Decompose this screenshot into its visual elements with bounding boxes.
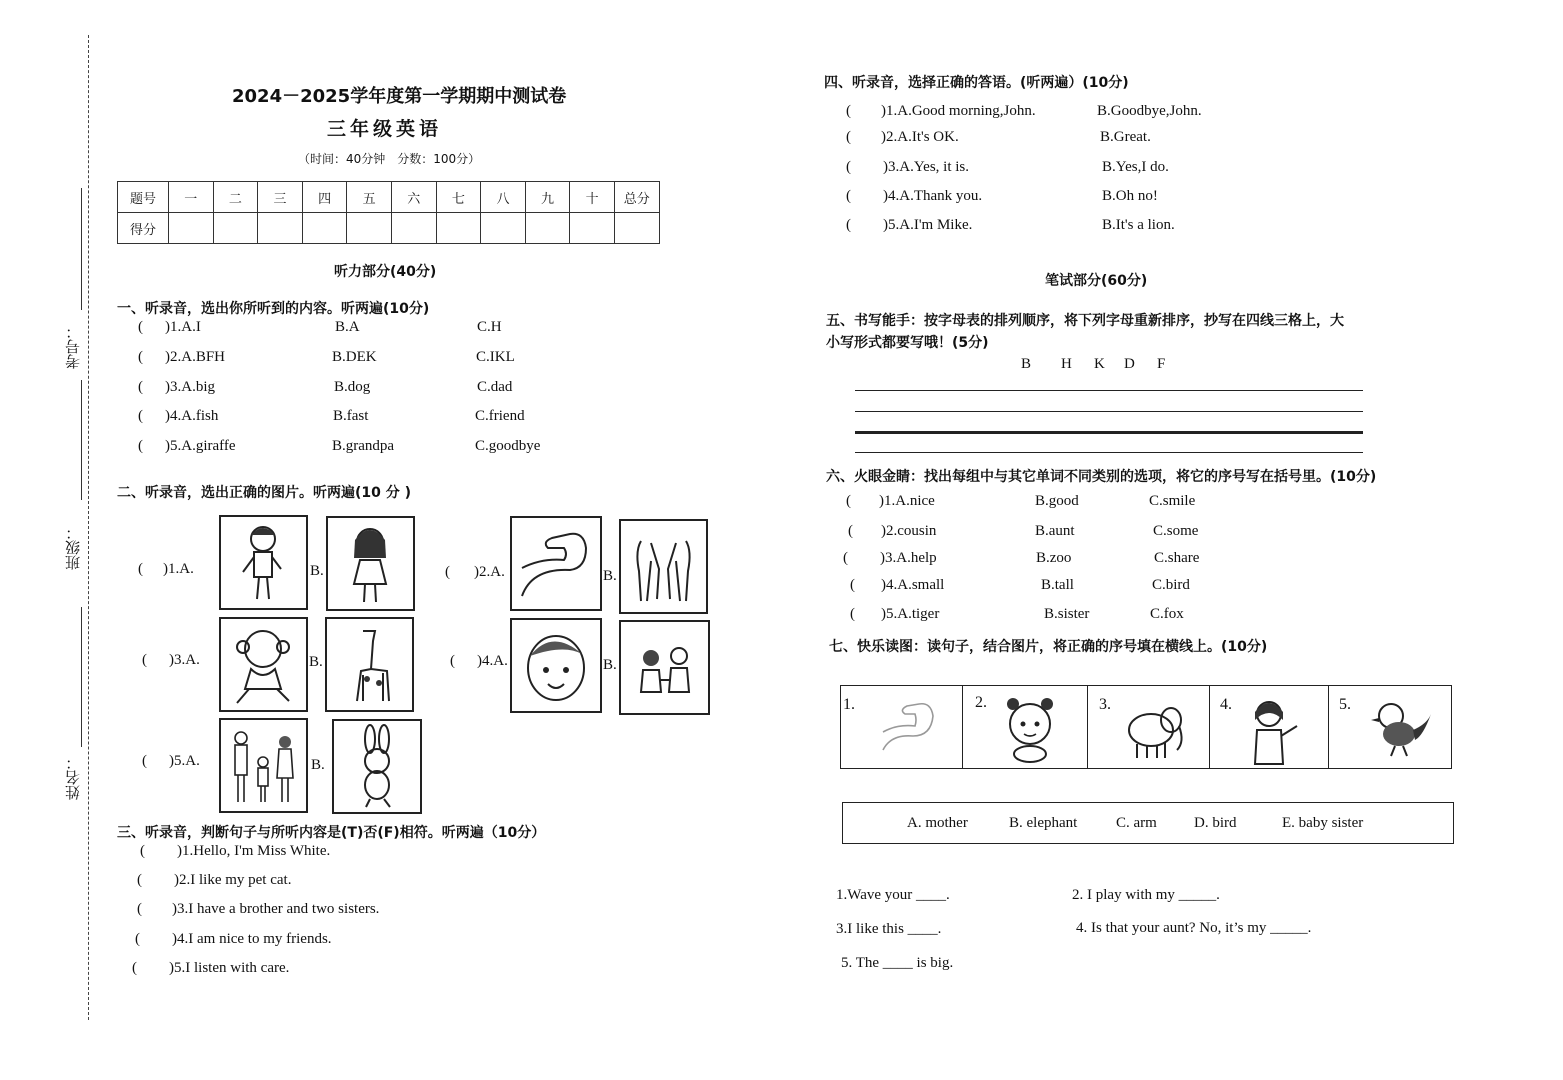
answer-paren[interactable]: (: [450, 653, 455, 669]
score-col: 十: [570, 182, 615, 213]
answer-paren[interactable]: (: [137, 872, 142, 888]
s1-item-5: ( )5.A.giraffe B.grandpa C.goodbye: [138, 438, 541, 454]
s2-item-4-b: B.: [603, 657, 617, 673]
score-table: [117, 181, 660, 244]
exam-no-label: 考号：: [64, 324, 82, 369]
name-label: 姓名：: [64, 755, 82, 800]
answer-paren[interactable]: (: [445, 564, 450, 580]
picture-rabbit: [332, 719, 422, 814]
binding-dash-line: [88, 35, 89, 1020]
s7-sentence-1[interactable]: 1.Wave your ____.: [836, 887, 950, 903]
pic-number-4: 4.: [1220, 696, 1232, 713]
written-heading: 笔试部分(60分): [1045, 273, 1148, 289]
answer-paren[interactable]: (: [142, 753, 147, 769]
picture-hands: [619, 519, 708, 614]
picture-face: [510, 618, 602, 713]
answer-paren[interactable]: (: [138, 379, 143, 395]
picture-girl: [326, 516, 415, 611]
answer-paren[interactable]: (: [137, 901, 142, 917]
s4-item-5: ( )5.A.I'm Mike. B.It's a lion.: [846, 217, 1175, 233]
section2-title: 二、听录音，选出正确的图片。听两遍(10 分 ): [117, 485, 412, 501]
s6-item-3: ( )3.A.help B.zoo C.share: [843, 550, 1200, 566]
score-value-row: [118, 213, 660, 244]
strip-bird-image: [1361, 690, 1437, 764]
section5-title-line2: 小写形式都要写哦！(5分): [826, 335, 989, 351]
score-cell[interactable]: [614, 213, 659, 244]
s6-item-5: ( )5.A.tiger B.sister C.fox: [850, 606, 1184, 622]
score-col: 二: [213, 182, 258, 213]
score-cell[interactable]: [525, 213, 570, 244]
s2-item-1-b: B.: [310, 563, 324, 579]
s2-item-5: ( )5.A.: [142, 753, 200, 769]
score-cell[interactable]: [391, 213, 436, 244]
word-option-c: C. arm: [1116, 815, 1157, 831]
answer-paren[interactable]: (: [132, 960, 137, 976]
s6-item-4: ( )4.A.small B.tall C.bird: [850, 577, 1190, 593]
section1-title: 一、听录音，选出你所听到的内容。听两遍(10分): [117, 301, 430, 317]
section6-title: 六、火眼金睛：找出每组中与其它单词不同类别的选项，将它的序号写在括号里。(10分): [826, 469, 1377, 485]
picture-two-people: [619, 620, 710, 715]
s1-item-2: ( )2.A.BFH B.DEK C.IKL: [138, 349, 515, 365]
word-option-d: D. bird: [1194, 815, 1237, 831]
answer-paren[interactable]: (: [135, 931, 140, 947]
answer-paren[interactable]: (: [140, 843, 145, 859]
strip-mother-image: [1243, 690, 1309, 766]
score-col: 八: [481, 182, 526, 213]
score-col: 七: [436, 182, 481, 213]
s1-item-4: ( )4.A.fish B.fast C.friend: [138, 408, 525, 424]
listening-heading: 听力部分(40分): [334, 264, 437, 280]
pic-number-5: 5.: [1339, 696, 1351, 713]
s4-item-4: ( )4.A.Thank you. B.Oh no!: [846, 188, 1158, 204]
letter-B: B: [1021, 356, 1032, 372]
score-header-row: [118, 182, 660, 213]
answer-paren[interactable]: (: [846, 159, 851, 175]
s2-item-3: ( )3.A.: [142, 652, 200, 668]
class-blank: [81, 380, 82, 500]
answer-paren[interactable]: (: [138, 561, 143, 577]
letter-K: K: [1094, 356, 1105, 372]
score-cell[interactable]: [258, 213, 303, 244]
score-col: 六: [391, 182, 436, 213]
s7-sentence-3[interactable]: 3.I like this ____.: [836, 921, 942, 937]
s3-item-1: ( )1.Hello, I'm Miss White.: [140, 843, 331, 859]
score-col: 三: [258, 182, 303, 213]
exam-title: 2024－2025学年度第一学期期中测试卷: [232, 86, 567, 107]
s7-sentence-5[interactable]: 5. The ____ is big.: [841, 955, 954, 971]
word-option-e: E. baby sister: [1282, 815, 1364, 831]
score-col: 四: [302, 182, 347, 213]
answer-paren[interactable]: (: [848, 523, 853, 539]
s3-item-3: ( )3.I have a brother and two sisters.: [137, 901, 380, 917]
answer-paren[interactable]: (: [846, 129, 851, 145]
s4-item-1: ( )1.A.Good morning,John. B.Goodbye,John.: [846, 103, 1202, 119]
picture-family: [219, 718, 308, 813]
answer-paren[interactable]: (: [846, 493, 851, 509]
pic-number-2: 2.: [975, 694, 987, 711]
answer-paren[interactable]: (: [138, 319, 143, 335]
answer-paren[interactable]: (: [142, 652, 147, 668]
score-cell[interactable]: [436, 213, 481, 244]
writing-line-3[interactable]: [855, 431, 1363, 434]
exam-meta: （时间：40分钟 分数：100分）: [298, 152, 481, 166]
s2-item-2: ( )2.A.: [445, 564, 505, 580]
s2-item-4: ( )4.A.: [450, 653, 508, 669]
writing-line-2[interactable]: [855, 411, 1363, 412]
s2-item-1: ( )1.A.: [138, 561, 194, 577]
picture-monkey: [219, 617, 308, 712]
score-cell[interactable]: [213, 213, 258, 244]
word-option-b: B. elephant: [1009, 815, 1078, 831]
s1-item-1: ( )1.A.I B.A C.H: [138, 319, 502, 335]
answer-paren[interactable]: (: [843, 550, 848, 566]
s2-item-2-b: B.: [603, 568, 617, 584]
exam-subtitle: 三年级英语: [327, 118, 443, 140]
class-label: 班级：: [64, 525, 82, 570]
s2-item-5-b: B.: [311, 757, 325, 773]
picture-arm: [510, 516, 602, 611]
score-row-label: 得分: [118, 213, 169, 244]
letter-H: H: [1061, 356, 1072, 372]
section3-title: 三、听录音，判断句子与所听内容是(T)否(F)相符。听两遍（10分）: [117, 825, 546, 841]
strip-arm-image: [877, 694, 941, 760]
name-blank: [81, 607, 82, 747]
answer-paren[interactable]: (: [138, 349, 143, 365]
pic-number-3: 3.: [1099, 696, 1111, 713]
score-col: 一: [169, 182, 214, 213]
picture-giraffe: [325, 617, 414, 712]
s2-item-3-b: B.: [309, 654, 323, 670]
answer-paren[interactable]: (: [138, 438, 143, 454]
answer-paren[interactable]: (: [850, 606, 855, 622]
s3-item-4: ( )4.I am nice to my friends.: [135, 931, 332, 947]
word-option-a: A. mother: [907, 815, 968, 831]
s3-item-2: ( )2.I like my pet cat.: [137, 872, 292, 888]
s4-item-3: ( )3.A.Yes, it is. B.Yes,I do.: [846, 159, 1169, 175]
s4-item-2: ( )2.A.It's OK. B.Great.: [846, 129, 1151, 145]
answer-paren[interactable]: (: [846, 217, 851, 233]
s6-item-1: ( )1.A.nice B.good C.smile: [846, 493, 1196, 509]
answer-paren[interactable]: (: [138, 408, 143, 424]
score-col: 五: [347, 182, 392, 213]
score-cell[interactable]: [169, 213, 214, 244]
score-col: 九: [525, 182, 570, 213]
picture-boy: [219, 515, 308, 610]
s1-item-3: ( )3.A.big B.dog C.dad: [138, 379, 513, 395]
s3-item-5: ( )5.I listen with care.: [132, 960, 290, 976]
strip-elephant-image: [1115, 692, 1191, 764]
picture-strip: [840, 685, 1452, 769]
section7-title: 七、快乐读图：读句子，结合图片，将正确的序号填在横线上。(10分): [829, 639, 1268, 655]
writing-line-4[interactable]: [855, 452, 1363, 453]
writing-line-1[interactable]: [855, 390, 1363, 391]
score-row-label: 题号: [118, 182, 169, 213]
strip-baby-image: [993, 690, 1067, 764]
score-cell[interactable]: [481, 213, 526, 244]
s7-sentence-4[interactable]: 4. Is that your aunt? No, it’s my _____.: [1076, 920, 1312, 936]
pic-number-1: 1.: [843, 696, 855, 713]
word-bank: [842, 802, 1454, 844]
section5-title-line1: 五、书写能手：按字母表的排列顺序，将下列字母重新排序，抄写在四线三格上，大: [826, 313, 1344, 329]
score-cell[interactable]: [347, 213, 392, 244]
letter-F: F: [1157, 356, 1166, 372]
score-cell[interactable]: [570, 213, 615, 244]
exam-no-blank: [81, 188, 82, 310]
s6-item-2: ( )2.cousin B.aunt C.some: [848, 523, 1199, 539]
answer-paren[interactable]: (: [850, 577, 855, 593]
score-cell[interactable]: [302, 213, 347, 244]
score-col: 总分: [614, 182, 659, 213]
answer-paren[interactable]: (: [846, 188, 851, 204]
answer-paren[interactable]: (: [846, 103, 851, 119]
section4-title: 四、听录音，选择正确的答语。(听两遍）(10分): [824, 75, 1129, 91]
s7-sentence-2[interactable]: 2. I play with my _____.: [1072, 887, 1220, 903]
letter-D: D: [1124, 356, 1135, 372]
